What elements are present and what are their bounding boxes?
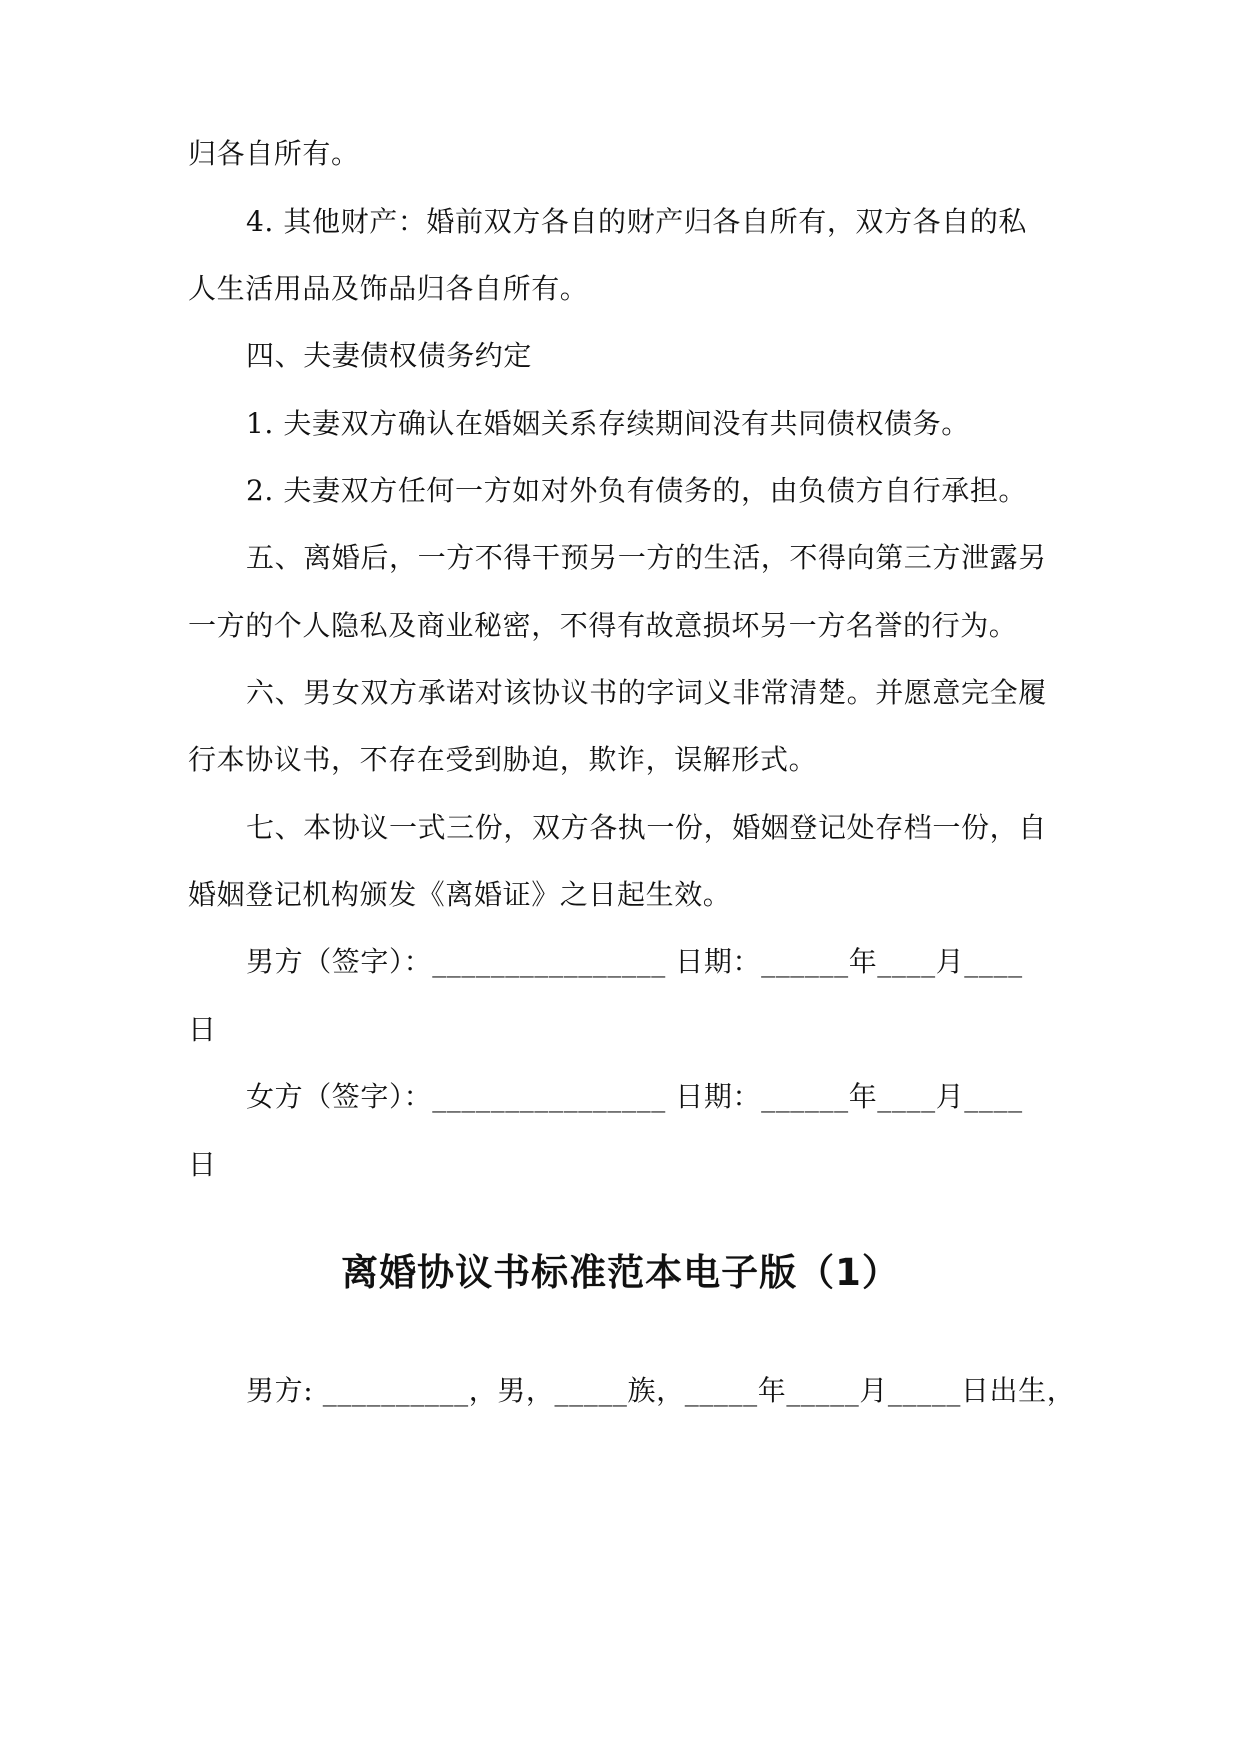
signature-line-male: 男方（签字）：________________ 日期：______年____月____ — [246, 945, 1023, 978]
text-line: 日 — [188, 1148, 217, 1181]
text-line: 2. 夫妻双方任何一方如对外负有债务的，由负债方自行承担。 — [246, 474, 1028, 507]
section-heading: 四、夫妻债权债务约定 — [246, 339, 533, 372]
document-title: 离婚协议书标准范本电子版（1） — [341, 1251, 900, 1294]
text-line: 4. 其他财产：婚前双方各自的财产归各自所有，双方各自的私 — [246, 205, 1028, 238]
text-line: 人生活用品及饰品归各自所有。 — [188, 272, 589, 305]
text-line: 日 — [188, 1013, 217, 1046]
text-line: 六、男女双方承诺对该协议书的字词义非常清楚。并愿意完全履 — [246, 676, 1047, 709]
text-line: 一方的个人隐私及商业秘密，不得有故意损坏另一方名誉的行为。 — [188, 609, 1018, 642]
text-line: 婚姻登记机构颁发《离婚证》之日起生效。 — [188, 878, 732, 911]
signature-line-female: 女方（签字）：________________ 日期：______年____月____ — [246, 1080, 1023, 1113]
intro-line: 男方: __________，男，_____族，_____年_____月_____日出生， — [246, 1374, 1076, 1407]
text-line: 七、本协议一式三份，双方各执一份，婚姻登记处存档一份，自 — [246, 811, 1047, 844]
text-line: 行本协议书，不存在受到胁迫，欺诈，误解形式。 — [188, 743, 818, 776]
text-line: 1. 夫妻双方确认在婚姻关系存续期间没有共同债权债务。 — [246, 407, 970, 440]
text-line: 归各自所有。 — [188, 137, 360, 170]
text-line: 五、离婚后，一方不得干预另一方的生活，不得向第三方泄露另 — [246, 541, 1047, 574]
